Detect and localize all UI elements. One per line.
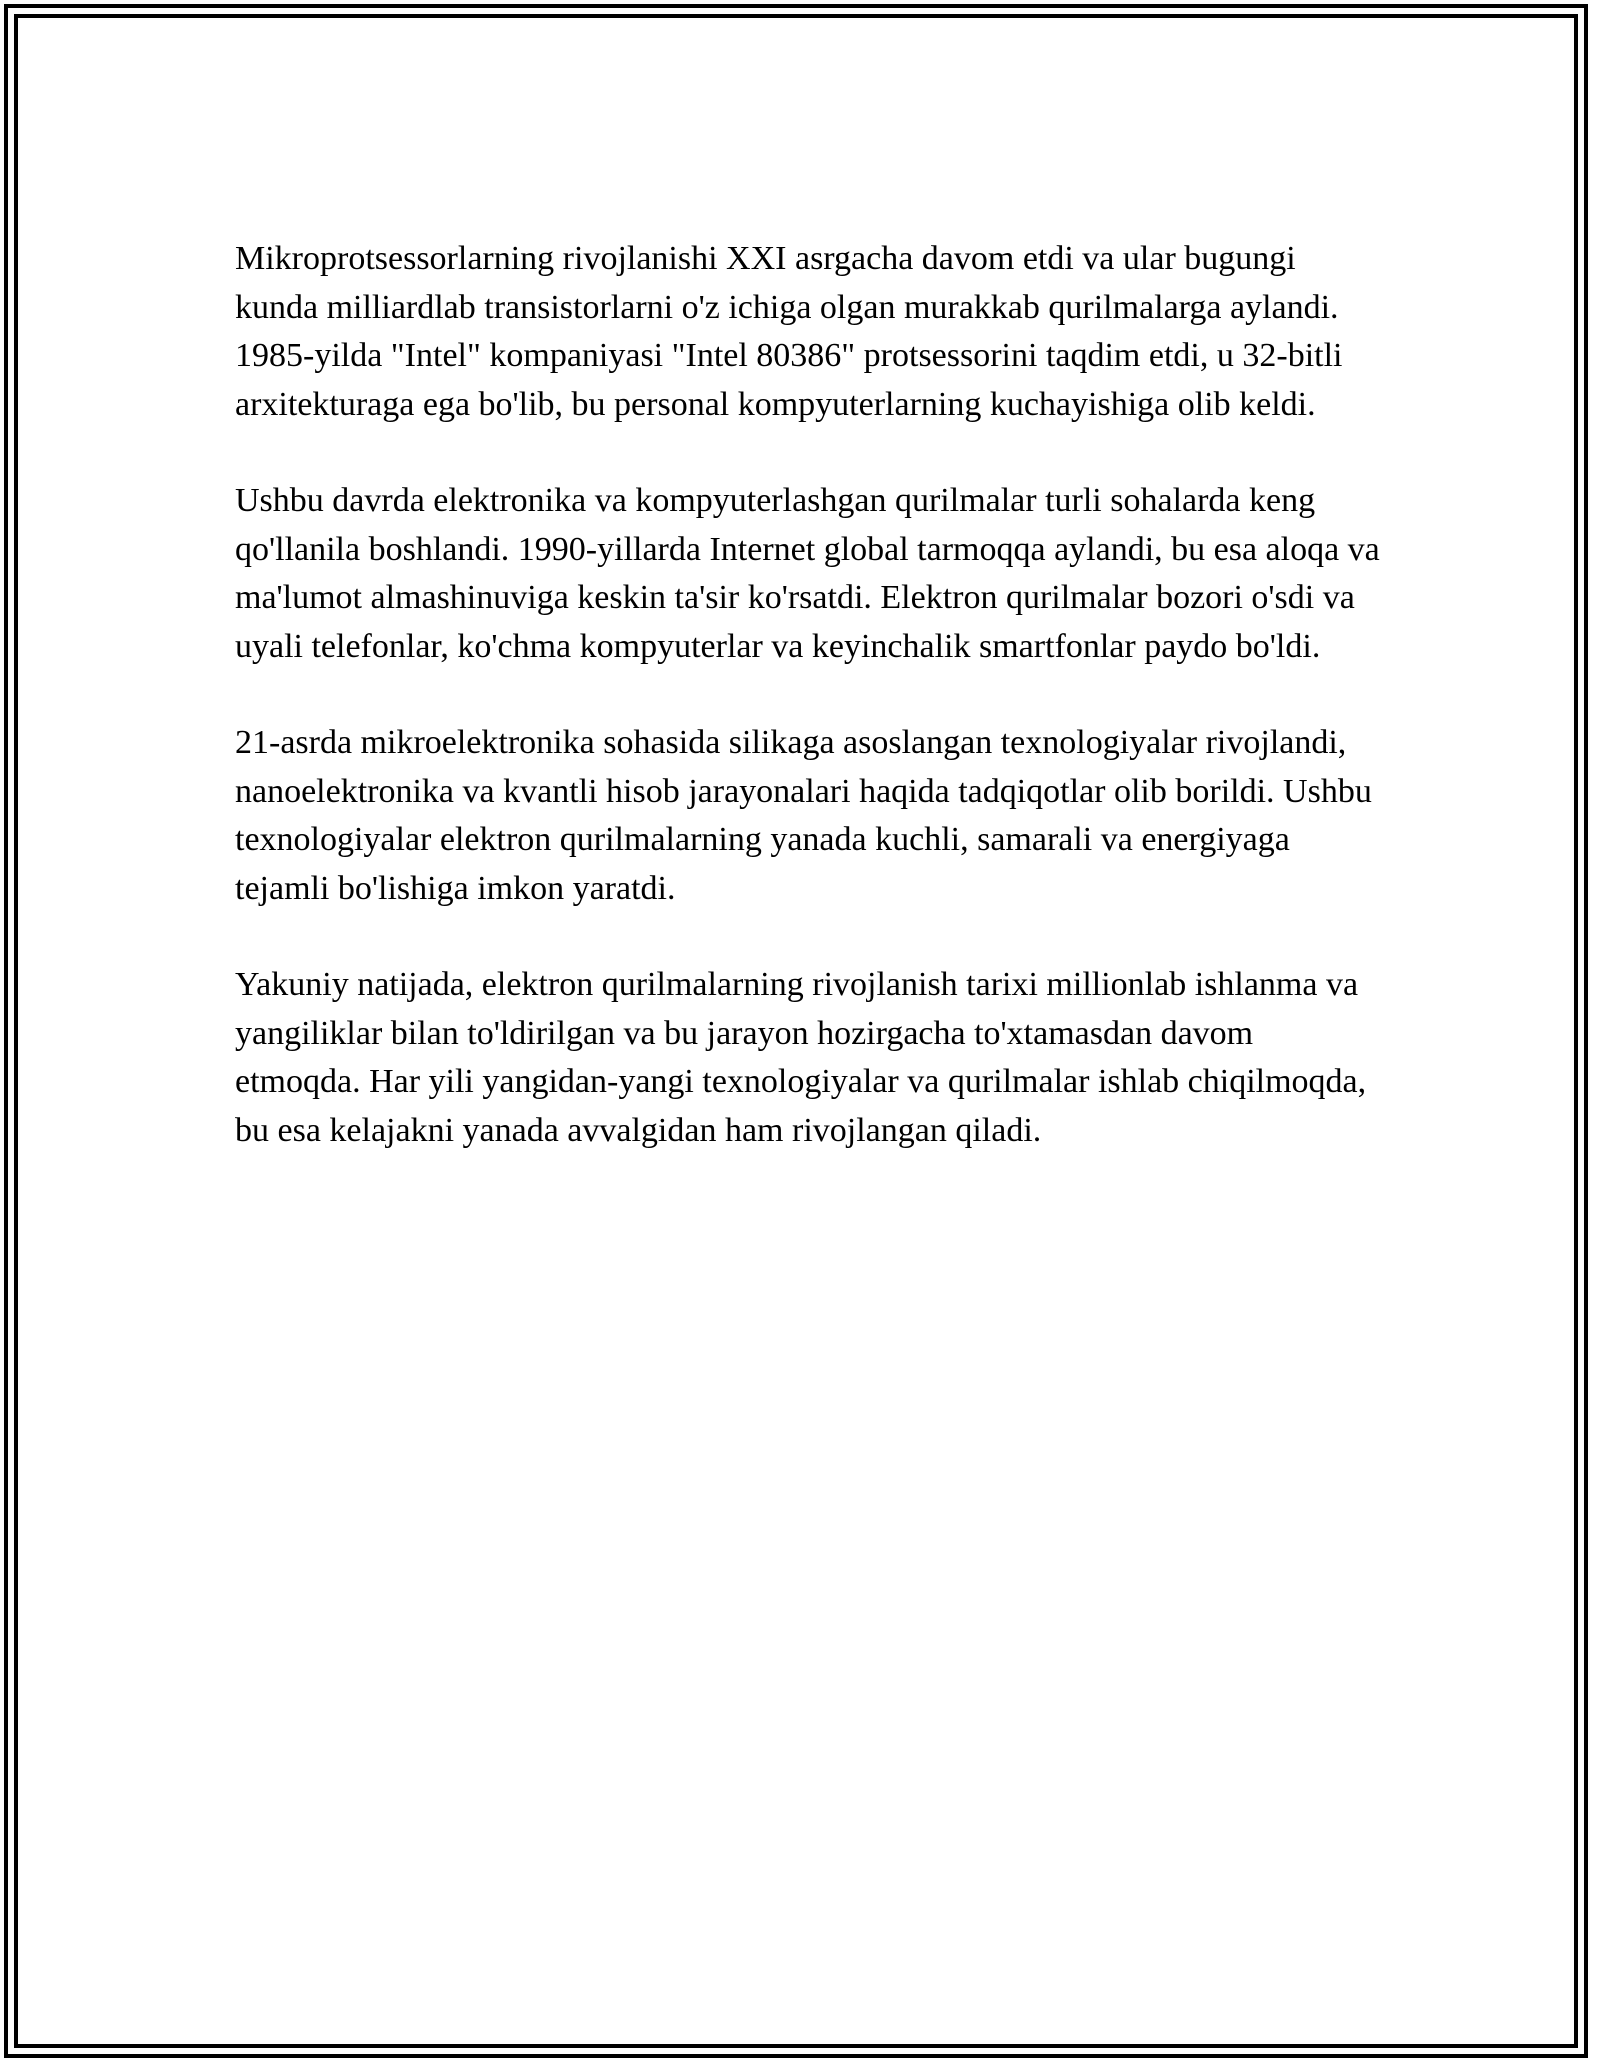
paragraph-2: Ushbu davrda elektronika va kompyuterlashgan qurilmalar turli sohalarda keng qo'llanila boshlandi. 1990-yillarda Internet global tarmoqqa aylandi, bu esa aloqa va ma'lumot almashinuviga keskin ta'sir ko'rsatdi. Elektron qurilmalar bozori o'sdi va uyali telefonlar, ko'chma kompyuterlar va keyinchalik smartfonlar paydo bo'ldi. (235, 482, 1380, 665)
paragraph-3: 21-asrda mikroelektronika sohasida silikaga asoslangan texnologiyalar rivojlandi, nanoelektronika va kvantli hisob jarayonalari haqida tadqiqotlar olib borildi. Ushbu texnologiyalar elektron qurilmalarning yanada kuchli, samarali va energiyaga tejamli bo'lishiga imkon yaratdi. (235, 724, 1372, 907)
paragraph-1: Mikroprotsessorlarning rivojlanishi XXI asrgacha davom etdi va ular bugungi kunda milliardlab transistorlarni o'z ichiga olgan murakkab qurilmalarga aylandi. 1985-yilda "Intel" kompaniyasi "Intel 80386" protsessorini taqdim etdi, u 32-bitli arxitekturaga ega bo'lib, bu personal kompyuterlarning kuchayishiga olib keldi. (235, 240, 1343, 423)
paragraph-4: Yakuniy natijada, elektron qurilmalarning rivojlanish tarixi millionlab ishlanma va yangiliklar bilan to'ldirilgan va bu jarayon hozirgacha to'xtamasdan davom etmoqda. Har yili yangidan-yangi texnologiyalar va qurilmalar ishlab chiqilmoqda, bu esa kelajakni yanada avvalgidan ham rivojlangan qiladi. (235, 966, 1367, 1149)
document-body (235, 235, 1385, 1203)
